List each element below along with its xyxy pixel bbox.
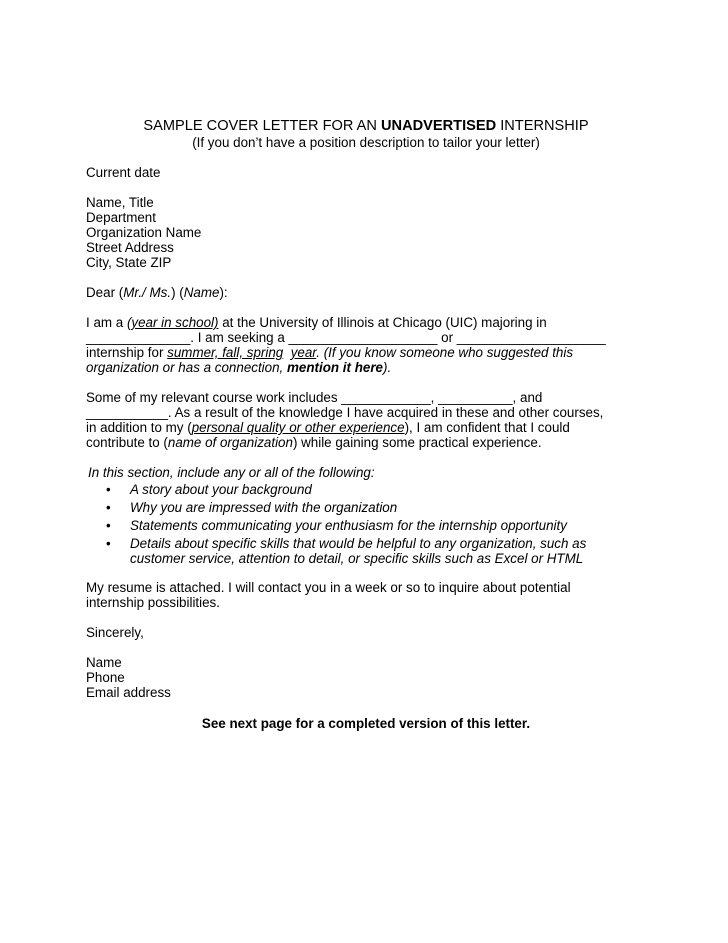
sign-off: Sincerely, [86,625,144,640]
paragraph-coursework: Some of my relevant course work includes ____________, __________, and ___________. As a result of the knowledge I have acquired in these and other courses, in addition to my (personal quality or other experience), I am confident that I could contribute to (name of organization) while gaining some practical experience. [86,390,604,450]
personal-quality-placeholder: personal quality or other experience [191,420,405,435]
paragraph-intro: I am a (year in school) at the University of Illinois at Chicago (UIC) majoring in ______________. I am seeking a ____________________ or ____________________ internship for summer, fall, spring year. (If you know someone who suggested this organization or has a connection, mention it here). [86,315,606,375]
year-in-school-placeholder: (year in school) [126,315,219,330]
signature-name: Name [86,655,122,670]
current-date: Current date [86,165,161,180]
footer-note: See next page for a completed version of this letter. [201,716,531,731]
season-placeholder: summer, fall, spring [167,345,284,360]
letter-content [86,118,646,731]
signature-email: Email address [86,685,171,700]
year-placeholder: year [290,345,317,360]
recipient-address [86,195,646,270]
section-intro: In this section, include any or all of the following: [88,465,375,480]
list-item: • Details about specific skills that would be helpful to any organization, such as customer service, attention to detail, or specific skills such as Excel or HTML [106,536,587,566]
letter-title: SAMPLE COVER LETTER FOR AN UNADVERTISED INTERNSHIP [143,118,589,134]
list-item: • Why you are impressed with the organization [106,500,398,515]
bullet-list [86,482,646,566]
title-bold-word: UNADVERTISED [381,118,497,134]
org-name-placeholder: name of organization [167,435,293,450]
paragraph-closing: My resume is attached. I will contact you in a week or so to inquire about potential internship possibilities. [86,580,571,610]
signature-block [86,655,646,700]
bullet-icon: • [106,482,111,497]
address-street: Street Address [86,240,174,255]
list-item: • A story about your background [106,482,312,497]
address-city: City, State ZIP [86,255,172,270]
address-name-title: Name, Title [86,195,154,210]
mention-it-here: mention it here [287,360,383,375]
address-organization: Organization Name [86,225,202,240]
bullet-icon: • [106,500,111,515]
signature-phone: Phone [86,670,125,685]
bullet-icon: • [106,518,111,533]
salutation: Dear (Mr./ Ms.) (Name): [86,285,228,300]
list-item: • Statements communicating your enthusiasm for the internship opportunity [106,518,567,533]
bullet-icon: • [106,536,111,551]
letter-subtitle: (If you don’t have a position description to tailor your letter) [192,135,540,150]
address-department: Department [86,210,156,225]
